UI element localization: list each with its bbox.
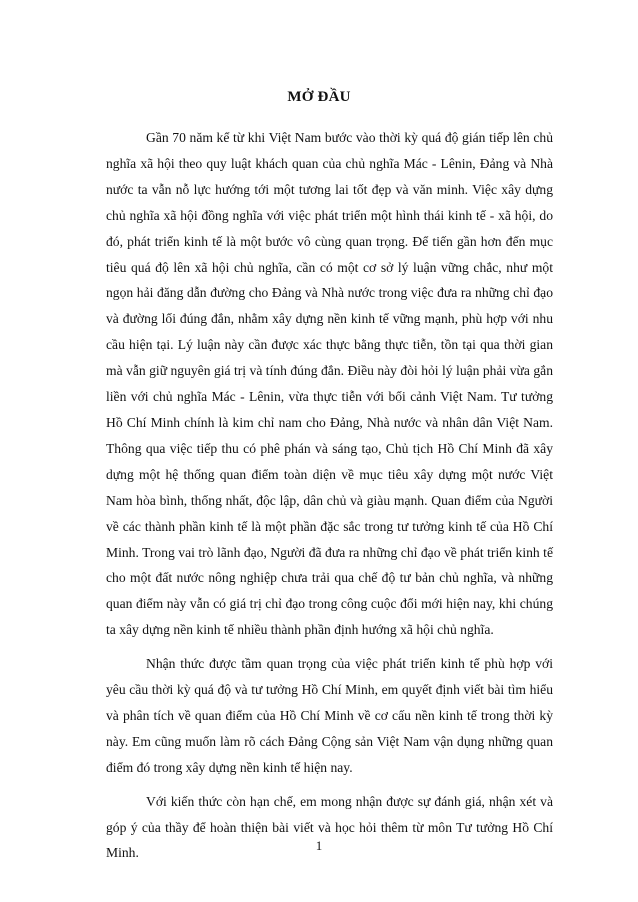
paragraph-introduction: Gần 70 năm kể từ khi Việt Nam bước vào thời kỳ quá độ gián tiếp lên chủ nghĩa xã hội theo quy luật khách quan của chủ nghĩa Mác - Lênin, Đảng và Nhà nước ta vẫn nỗ lực hướng tới một tương lai tốt đẹp và văn minh. Việc xây dựng chủ nghĩa xã hội đồng nghĩa với việc phát triển một hình thái kinh tế - xã hội, do đó, phát triển kinh tế là một bước vô cùng quan trọng. Để tiến gần hơn đến mục tiêu quá độ lên xã hội chủ nghĩa, cần có một cơ sở lý luận vững chắc, như một ngọn hải đăng dẫn đường cho Đảng và Nhà nước trong việc đưa ra những chỉ đạo và đường lối đúng đắn, nhằm xây dựng nền kinh tế vững mạnh, phù hợp với nhu cầu hiện tại. Lý luận này cần được xác thực bằng thực tiễn, tồn tại qua thời gian mà vẫn giữ nguyên giá trị và tính đúng đắn. Điều này đòi hỏi lý luận phải vừa gắn liền với chủ nghĩa Mác - Lênin, vừa thực tiễn với bối cảnh Việt Nam. Tư tưởng Hồ Chí Minh chính là kim chỉ nam cho Đảng, Nhà nước và nhân dân Việt Nam. Thông qua việc tiếp thu có phê phán và sáng tạo, Chủ tịch Hồ Chí Minh đã xây dựng một hệ thống quan điểm toàn diện về mục tiêu xây dựng một nước Việt Nam hòa bình, thống nhất, độc lập, dân chủ và giàu mạnh. Quan điểm của Người về các thành phần kinh tế là một phần đặc sắc trong tư tưởng kinh tế của Hồ Chí Minh. Trong vai trò lãnh đạo, Người đã đưa ra những chỉ đạo về phát triển kinh tế cho một đất nước nông nghiệp chưa trải qua chế độ tư bản chủ nghĩa, và những quan điểm này vẫn có giá trị chỉ đạo trong công cuộc đổi mới hiện nay, khi chúng ta xây dựng nền kinh tế nhiều thành phần định hướng xã hội chủ nghĩa. [106, 130, 553, 638]
paragraph-closing: Với kiến thức còn hạn chế, em mong nhận được sự đánh giá, nhận xét và góp ý của thầy để hoàn thiện bài viết và học hỏi thêm từ môn Tư tưởng Hồ Chí Minh. [106, 793, 553, 861]
paragraph-purpose: Nhận thức được tầm quan trọng của việc phát triển kinh tế phù hợp với yêu cầu thời kỳ quá độ và tư tưởng Hồ Chí Minh, em quyết định viết bài tìm hiểu và phân tích về quan điểm của Hồ Chí Minh về cơ cấu nền kinh tế trong thời kỳ này. Em cũng muốn làm rõ cách Đảng Cộng sản Việt Nam vận dụng những quan điểm đó trong xây dựng nền kinh tế hiện nay. [106, 656, 553, 775]
page-title: MỞ ĐẦU [287, 89, 351, 105]
document-body [106, 125, 553, 874]
page-number: 1 [315, 838, 323, 853]
